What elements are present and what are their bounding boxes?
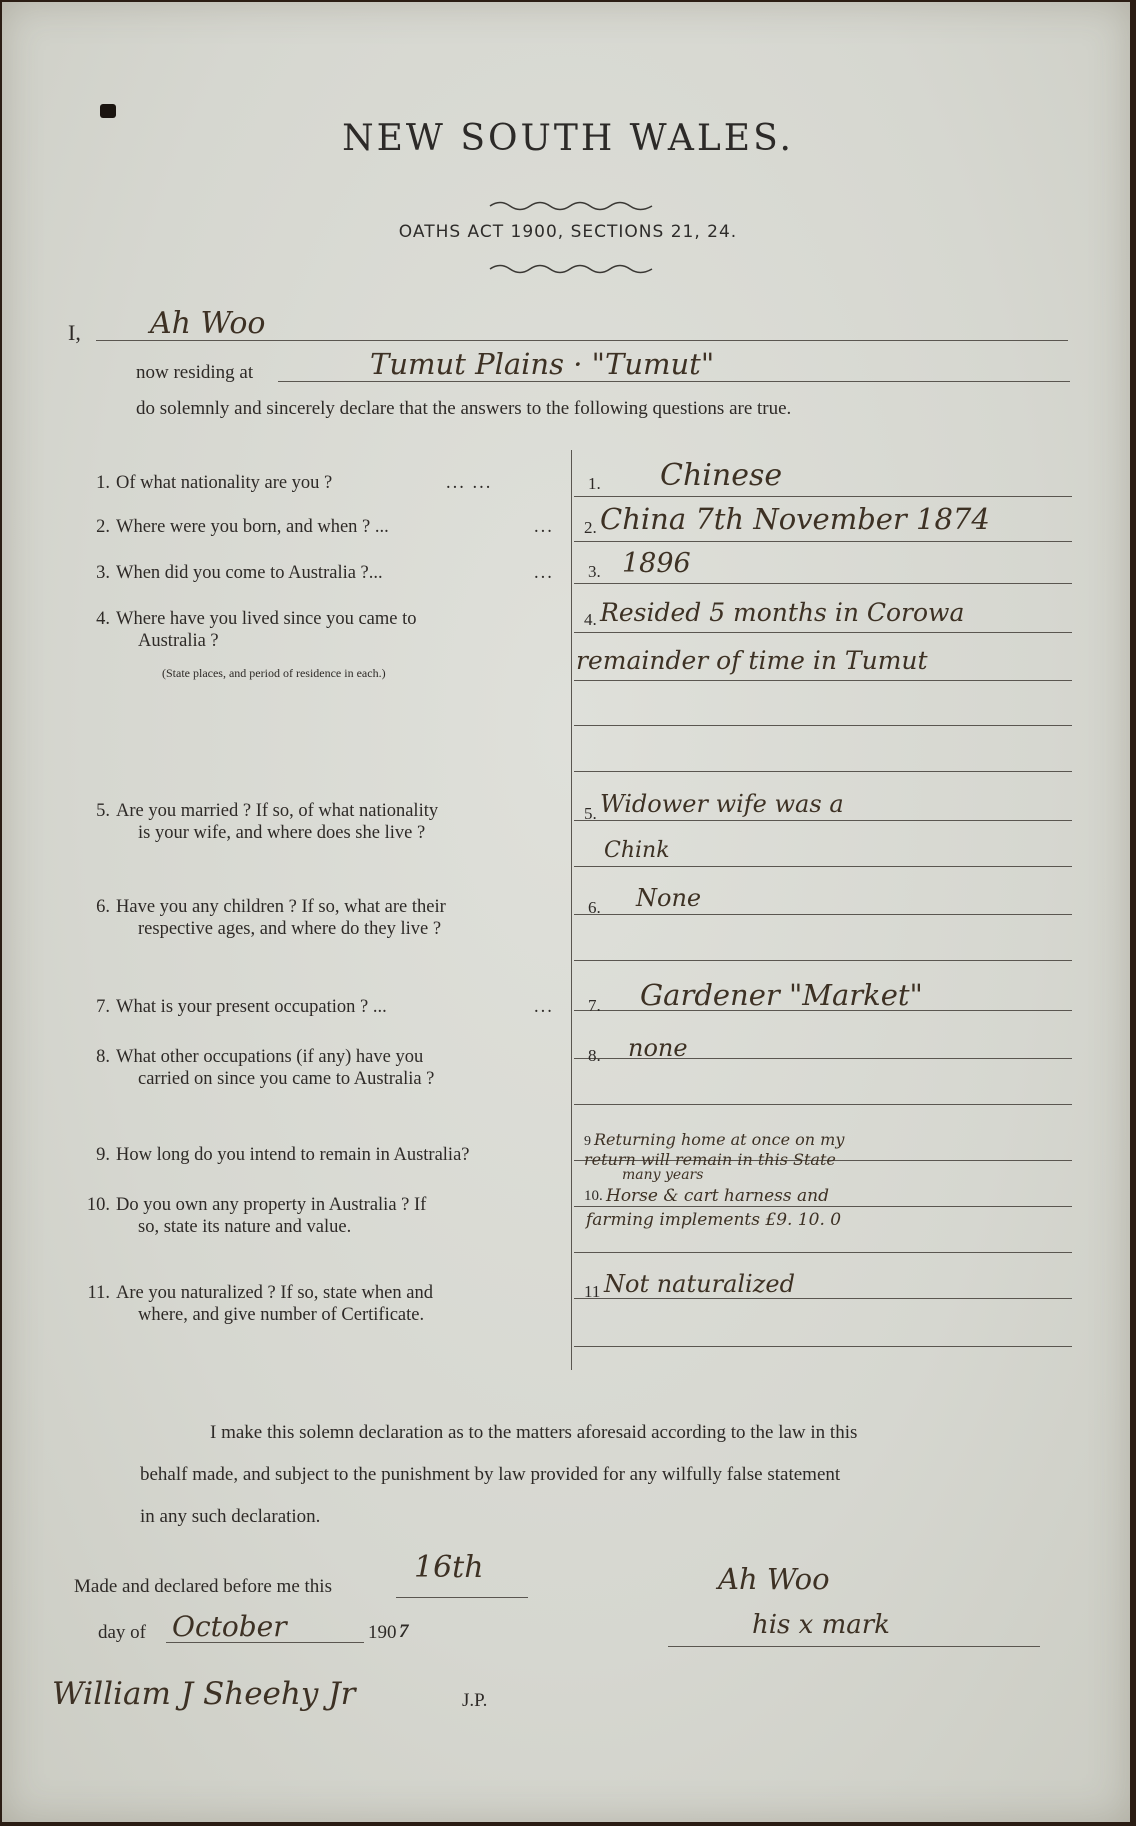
answer-line: [574, 820, 1072, 821]
answer-line: [574, 680, 1072, 681]
question-continuation: is your wife, and where does she live ?: [138, 823, 426, 843]
answer-line: [574, 866, 1072, 867]
answer-9-continued: return will remain in this State: [584, 1150, 836, 1169]
answer-number: 2.: [584, 518, 597, 537]
answer-line: [574, 1346, 1072, 1347]
question-9: [80, 1144, 580, 1166]
question-number: 5.: [96, 801, 110, 821]
question-number: 9.: [96, 1145, 110, 1165]
answer-number: 8.: [588, 1046, 601, 1065]
answer-number: 1.: [588, 474, 601, 493]
question-text: Are you naturalized ? If so, state when and: [116, 1283, 433, 1303]
answer-line: [574, 914, 1072, 915]
answer-line: [574, 1104, 1072, 1105]
answer-2: China 7th November 1874: [600, 502, 990, 536]
question-5: [80, 800, 560, 844]
answer-5-continued: Chink: [604, 838, 670, 863]
declaration-line-3: in any such declaration.: [140, 1506, 321, 1527]
question-number: 7.: [96, 997, 110, 1017]
question-number: 1.: [96, 473, 110, 493]
answer-7: Gardener "Market": [640, 978, 923, 1012]
answer-1: Chinese: [660, 458, 783, 493]
answer-line: [574, 496, 1072, 497]
page-title: NEW SOUTH WALES.: [342, 118, 794, 159]
day-line: [396, 1597, 528, 1598]
ornament-top: [488, 197, 654, 215]
residence-line: [278, 381, 1070, 382]
question-continuation: carried on since you came to Australia ?: [138, 1069, 435, 1089]
punch-mark: [100, 104, 116, 118]
residence-value: Tumut Plains · "Tumut": [370, 347, 715, 381]
answer-11: Not naturalized: [604, 1270, 795, 1298]
answer-line: [574, 725, 1072, 726]
act-subtitle: OATHS ACT 1900, SECTIONS 21, 24.: [398, 222, 738, 242]
question-number: 3.: [96, 563, 110, 583]
year-prefix: 190: [368, 1622, 397, 1643]
declarant-mark: his x mark: [752, 1610, 890, 1640]
question-text: Are you married ? If so, of what nationality: [116, 801, 439, 821]
residing-label: now residing at: [136, 362, 254, 383]
question-continuation: where, and give number of Certificate.: [138, 1305, 425, 1325]
ornament-bottom: [488, 260, 654, 278]
question-continuation: respective ages, and where do they live ?: [138, 919, 442, 939]
answer-number: 11: [584, 1282, 601, 1301]
question-text: What other occupations (if any) have you: [116, 1047, 424, 1067]
answer-number: 10.: [584, 1188, 603, 1204]
question-continuation: so, state its nature and value.: [138, 1217, 352, 1237]
answer-line: [574, 632, 1072, 633]
question-text: When did you come to Australia ?...: [116, 563, 383, 583]
question-continuation: Australia ?: [138, 631, 219, 651]
question-text: Where were you born, and when ? ...: [116, 517, 389, 537]
question-text: How long do you intend to remain in Australia?: [116, 1145, 470, 1165]
question-4: [80, 608, 560, 684]
question-number: 2.: [96, 517, 110, 537]
column-divider: [571, 450, 572, 1370]
answer-6: None: [636, 884, 702, 912]
question-6: [80, 896, 560, 940]
answer-8: none: [628, 1034, 688, 1062]
answer-line: [574, 771, 1072, 772]
answer-line: [574, 960, 1072, 961]
answer-3: 1896: [622, 548, 691, 579]
question-number: 11.: [87, 1283, 110, 1303]
question-number: 10.: [86, 1195, 110, 1215]
question-dots: ...: [534, 997, 554, 1017]
declaration-line-1: I make this solemn declaration as to the matters aforesaid according to the law in this: [210, 1422, 858, 1443]
answer-line: [574, 1252, 1072, 1253]
answer-number: 4.: [584, 610, 597, 629]
declaration-paragraph: [140, 1412, 1075, 1538]
question-1: [80, 472, 560, 494]
day-value: 16th: [414, 1550, 484, 1585]
question-text: What is your present occupation ? ...: [116, 997, 387, 1017]
answer-9-continued-2: many years: [622, 1167, 704, 1183]
month-value: October: [172, 1610, 287, 1643]
answer-10-continued: farming implements £9. 10. 0: [586, 1210, 842, 1230]
question-dots: ...: [534, 517, 554, 537]
answer-number: 6.: [588, 898, 601, 917]
question-text: Where have you lived since you came to: [116, 609, 417, 629]
jp-signature: William J Sheehy Jr: [52, 1676, 356, 1712]
answer-4: Resided 5 months in Corowa: [600, 598, 965, 627]
year-digit: 7: [399, 1621, 409, 1642]
answer-line: [574, 583, 1072, 584]
question-text: Do you own any property in Australia ? If: [116, 1195, 427, 1215]
signature-line: [668, 1646, 1040, 1647]
jp-label: J.P.: [462, 1690, 488, 1711]
declarant-prefix: I,: [68, 320, 81, 345]
declarant-name: Ah Woo: [150, 306, 266, 341]
answer-number: 7.: [588, 996, 601, 1015]
question-number: 6.: [96, 897, 110, 917]
answer-number: 5.: [584, 804, 597, 823]
answer-9: Returning home at once on my: [594, 1130, 845, 1149]
answer-5: Widower wife was a: [600, 790, 844, 818]
question-text: Have you any children ? If so, what are their: [116, 897, 446, 917]
question-dots: ... ...: [446, 473, 493, 493]
question-dots: ...: [534, 563, 554, 583]
question-10: [80, 1194, 560, 1238]
day-of-label: day of: [98, 1622, 147, 1643]
question-3: [80, 562, 560, 584]
declare-text: do solemnly and sincerely declare that the answers to the following questions are true.: [136, 398, 792, 419]
answer-line: [574, 1298, 1072, 1299]
declaration-line-2: behalf made, and subject to the punishment by law provided for any wilfully false statement: [140, 1464, 841, 1485]
question-note: (State places, and period of residence in each.): [162, 666, 386, 680]
question-11: [80, 1282, 560, 1326]
declarant-signature: Ah Woo: [718, 1562, 830, 1596]
question-text: Of what nationality are you ?: [116, 473, 333, 493]
answer-number: 3.: [588, 562, 601, 581]
answer-line: [574, 541, 1072, 542]
answer-number: 9: [584, 1134, 591, 1149]
made-declared-label: Made and declared before me this: [74, 1576, 332, 1597]
question-number: 4.: [96, 609, 110, 629]
answer-line: [574, 1206, 1072, 1207]
question-number: 8.: [96, 1047, 110, 1067]
answer-10: Horse & cart harness and: [606, 1186, 829, 1206]
question-2: [80, 516, 560, 538]
question-7: [80, 996, 560, 1018]
answer-4-continued: remainder of time in Tumut: [576, 646, 928, 675]
question-8: [80, 1046, 560, 1090]
